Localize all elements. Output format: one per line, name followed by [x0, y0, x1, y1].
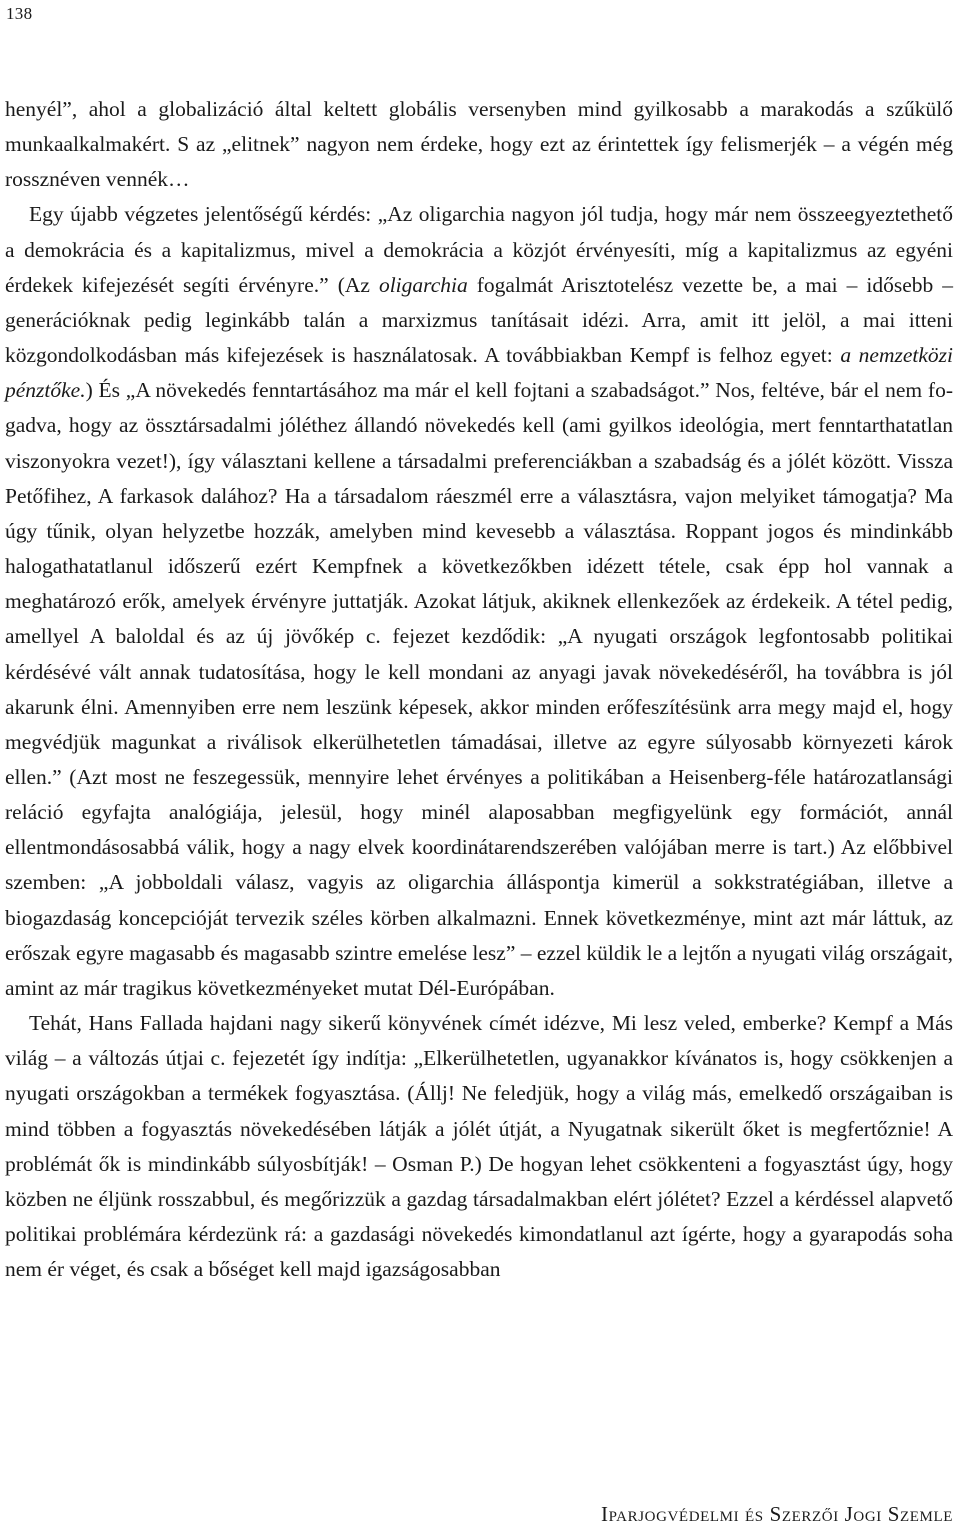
main-text: [5, 92, 953, 1287]
paragraph-2-part-a: Egy újabb végzetes jelentőségű kérdés: „Az oligarchia nagyon jól tudja, hogy már nem összeegyeztethető a demokrácia és a kapitalizmus, mivel a demokrácia a közjót érvényesíti, míg a kapitalizmus az egyéni érdekek kifejezését segíti érvényre.” (Az: [5, 202, 953, 297]
paragraph-1: henyél”, ahol a globalizáció által keltett globális versenyben mind gyilkosabb a marakodás a szűkülő munkaalkalmakért. S az „elitnek” nagyon nem érdeke, hogy ezt az érintettek így felismerjék – a végén még rossznéven vennék…: [5, 97, 953, 192]
italic-term-oligarchia: oligarchia: [378, 272, 468, 297]
paragraph-2-part-e: ) És „A növekedés fenntartásához ma már el kell fojtani a szabadságot.” Nos, feltéve, bár el nem fogadva, hogy az össztársadalmi jóléthez állandó növekedés kell (ami gyilkos ideológia, mert fenntarthatatlan viszonyokra vezet!), így választani kellene a társadalmi preferenciákban a szabadság és a jólét között. Vissza Petőfihez, A farkasok dalához? Ha a társadalom ráeszmél erre a választásra, vajon melyiket támogatja? Ma úgy tűnik, olyan helyzetbe hozzák, amelyben mind kevesebb a választása. Roppant jogos és mindinkább halogathatatlanul időszerű ezért Kempfnek a következőkben idézett tétele, csak épp hol vannak a meghatározó erők, amelyek érvényre juttatják. Azokat látjuk, akiknek ellenkezőek az érdekeik. A tétel pedig, amellyel A baloldal és az új jövőkép c. fejezet kezdődik: „A nyugati országok legfontosabb politikai kérdésévé vált annak tudatosítása, hogy le kell mondani az anyagi javak növekedéséről, ha továbbra is jól akarunk élni. Amennyiben erre nem leszünk képesek, akkor minden erőfeszítésünk arra megy majd el, hogy megvédjük magunkat a riválisok elkerülhetetlen támadásai, illetve az egyre súlyosabb környezeti károk ellen.” (Azt most ne feszegessük, mennyire lehet érvényes a politikában a Heisenberg-féle határozatlansági reláció egyfajta analógiája, jelesül, hogy minél alaposabban megfigyelünk egy formációt, annál ellentmondásosabbá válik, hogy a nagy elvek koordinátarendszerében valójában merre is tart.) Az előbbivel szemben: „A jobboldali válasz, vagyis az oligarchia álláspontja kimerül a sokkstratégiában, illetve a biogazdaság koncepcióját tervezik széles körben alkalmazni. Ennek következménye, mint azt már láttuk, az erőszak egyre magasabb és magasabb szintre emelése lesz” – ezzel küldik le a lejtőn a nyugati világ országait, amint az már tragikus következményeket mutat Dél-Európában.: [5, 378, 953, 1000]
paragraph-3: Tehát, Hans Fallada hajdani nagy sikerű könyvének címét idézve, Mi lesz veled, emberke? Kempf a Más világ – a változás útjai c. fejezetét így indítja: „Elkerülhetetlen, ugyanakkor kívánatos is, hogy csökkenjen a nyugati országokban a termékek fogyasztása. (Állj! Ne feledjük, hogy a világ más, emelkedő országaiban is mind többen a fogyasztás növekedésében látják a jólét útját, a Nyugatnak sikerült őket is megfertőznie! A problémát ők is mindinkább súlyosbítják! – Osman P.) De hogyan lehet csökkenteni a fogyasztást úgy, hogy közben ne éljünk rosszabbul, és megőrizzük a gazdag társadalmakban elért jólétet? Ezzel a kérdéssel alapvető politikai problémára kérdezünk rá: a gazdasági növekedés kimondatlanul azt ígérte, hogy a gyarapodás soha nem ér véget, és csak a bőséget kell majd igazságosabban: [5, 1011, 953, 1282]
italic-term-penztoke: a nemzetközi pénztőke.: [5, 343, 954, 403]
page-number: 138: [6, 4, 33, 23]
journal-title-footer: Iparjogvédelmi és Szerzői Jogi Szemle: [601, 1502, 953, 1526]
paragraph-2-part-c: fogalmát Arisztotelész vezette be, a mai – idősebb – generációknak pedig leginkább talán a marxizmus tanításait idézi. Arra, amit itt jelöl, a mai itteni közgondolkodásban más kifejezések is használatosak. A továbbiakban Kempf is felhoz egyet:: [5, 272, 953, 368]
paragraph-2: [5, 197, 953, 1006]
